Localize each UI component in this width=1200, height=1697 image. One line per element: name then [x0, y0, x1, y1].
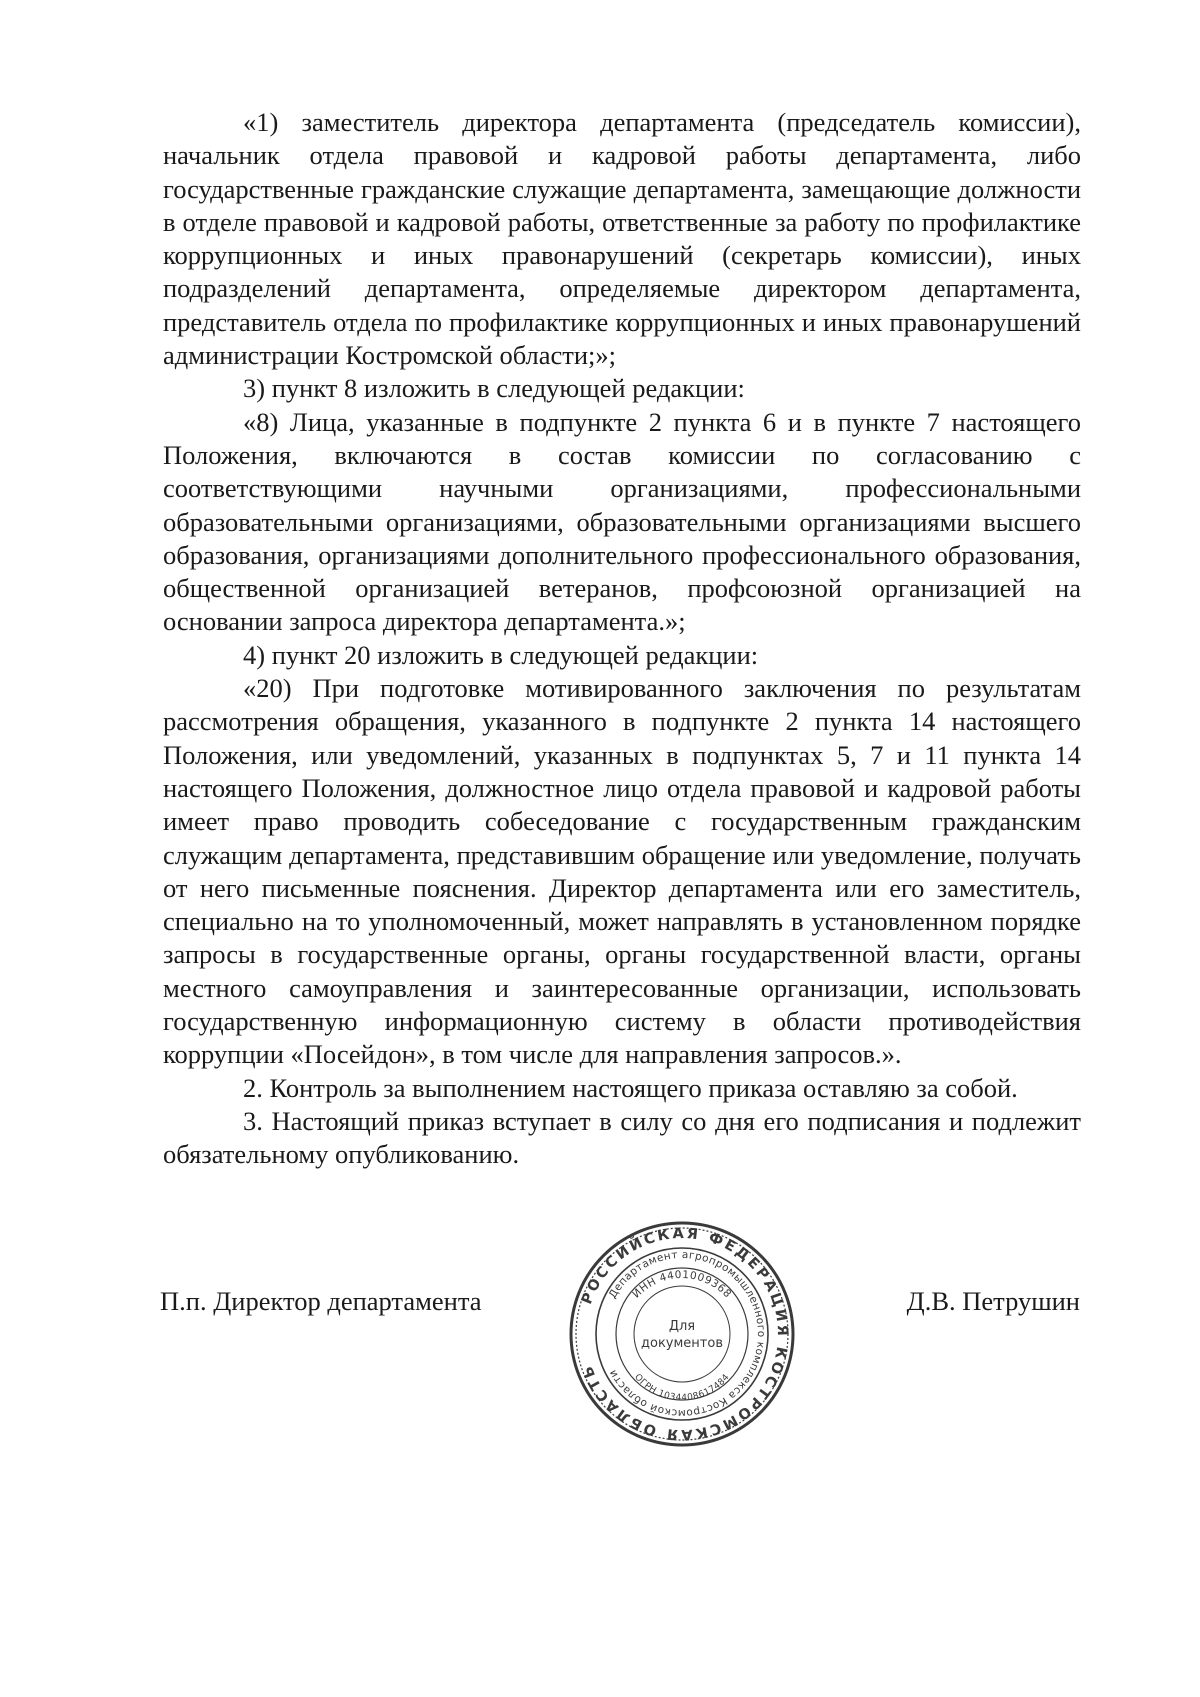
stamp-inner-text: Департамент агропромышленного комплекса Костромской области — [606, 1248, 768, 1420]
stamp-inn: ИНН 4401009368 — [630, 1268, 734, 1301]
paragraph-item-3: 3) пункт 8 изложить в следующей редакции: — [243, 373, 745, 404]
paragraph-control: 2. Контроль за выполнением настоящего приказа оставляю за собой. — [243, 1072, 1018, 1103]
paragraph-entry-into-force: 3. Настоящий приказ вступает в силу со дня его подписания и подлежит обязательному опубликованию. — [163, 1105, 1081, 1170]
document-body — [163, 106, 1081, 1172]
stamp-seal-icon — [567, 1219, 797, 1449]
paragraph-point-8: «8) Лица, указанные в подпункте 2 пункта 6 и в пункте 7 настоящего Положения, включаются в состав комиссии по согласованию с соответствующими научными организациями, профессиональными образовательными организациями, образовательными организациями высшего образования, организациями дополнительного профессионального образования, общественной организацией ветеранов, профсоюзной организацией на основании запроса директора департамента.»; — [163, 406, 1081, 637]
signatory-title: П.п. Директор департамента — [160, 1286, 482, 1316]
paragraph-commission-composition: «1) заместитель директора департамента (председатель комиссии), начальник отдела правовой и кадровой работы департамента, либо государственные гражданские служащие департамента, замещающие должности в отделе правовой и кадровой работы, ответственные за работу по профилактике коррупционных и иных правонарушений (секретарь комиссии), иных подразделений департамента, определяемые директором департамента, представитель отдела по профилактике коррупционных и иных правонарушений администрации Костромской области;»; — [163, 107, 1081, 371]
svg-text:ИНН 4401009368 — [630, 1269, 733, 1301]
stamp-outer-text: РОССИЙСКАЯ ФЕДЕРАЦИЯ КОСТРОМСКАЯ ОБЛАСТЬ — [579, 1225, 791, 1443]
official-stamp — [567, 1219, 797, 1449]
stamp-center-line2: документов — [641, 1336, 723, 1351]
stamp-lettering — [579, 1226, 790, 1442]
paragraph-point-20: «20) При подготовке мотивированного заключения по результатам рассмотрения обращения, указанного в подпункте 2 пункта 14 настоящего Положения, или уведомлений, указанных в подпунктах 5, 7 и 11 пункта 14 настоящего Положения, должностное лицо отдела правовой и кадровой работы имеет право проводить собеседование с государственным гражданским служащим департамента, представившим обращение или уведомление, получать от него письменные пояснения. Директор департамента или его заместитель, специально на то уполномоченный, может направлять в установленном порядке запросы в государственные органы, органы государственной власти, органы местного самоуправления и заинтересованные организации, использовать государственную информационную систему в области противодействия коррупции «Посейдон», в том числе для направления запросов.». — [163, 673, 1081, 1070]
paragraph-item-4: 4) пункт 20 изложить в следующей редакции: — [243, 639, 759, 670]
stamp-ogrn: ОГРН 1034408617484 — [632, 1372, 732, 1404]
signatory-name: Д.В. Петрушин — [906, 1286, 1080, 1316]
stamp-center-line1: Для — [668, 1319, 696, 1334]
